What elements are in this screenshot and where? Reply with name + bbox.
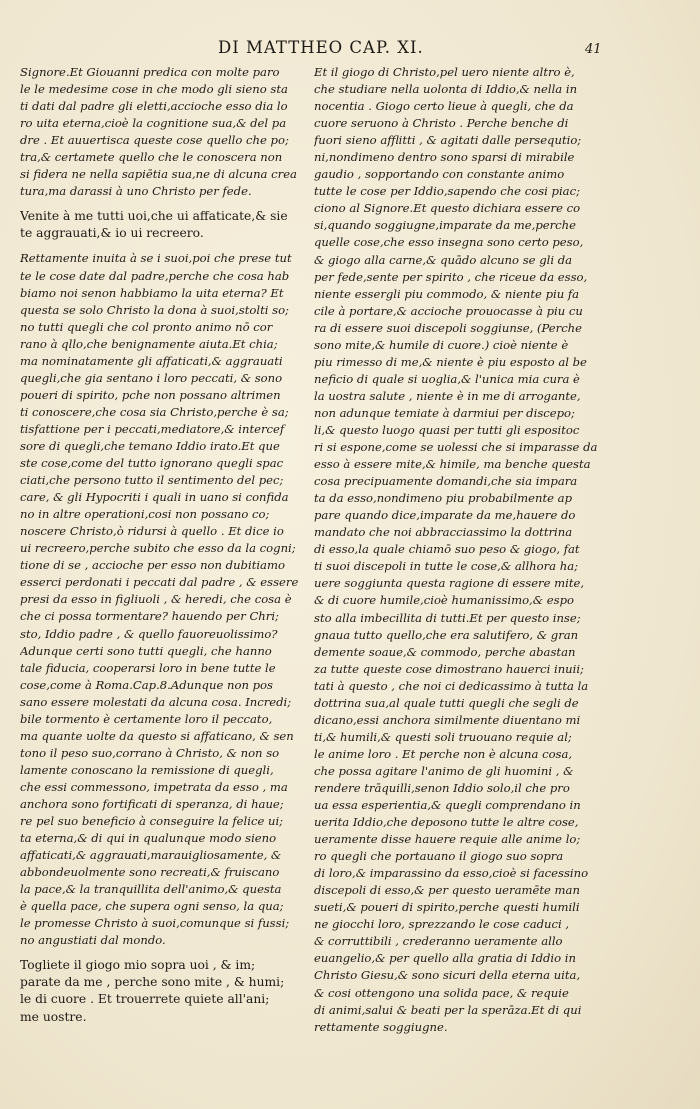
text-line: Christo Giesu,& sono sicuri della eterna uita, xyxy=(314,968,581,983)
text-line: bile tormento è certamente loro il peccato, xyxy=(20,711,273,726)
text-line: biamo noi senon habbiamo la uita eterna? Et xyxy=(20,285,284,300)
text-line: dottrina sua,al quale tutti quegli che segli de xyxy=(314,695,579,710)
text-line: si,quando soggiugne,imparate da me,perche xyxy=(314,218,576,233)
text-line: dicano,essi anchora similmente diuentano mi xyxy=(314,712,581,727)
text-line: questa se solo Christo la dona à suoi,stolti so; xyxy=(20,302,289,317)
text-line: abbondeuolmente sono recreati,& fruiscano xyxy=(20,865,280,880)
text-line: nocentia . Giogo certo lieue à quegli, che da xyxy=(314,99,574,114)
text-line: si fidera ne nella sapiētia sua,ne di alcuna crea xyxy=(20,167,297,182)
text-line: ne giocchi loro, sprezzando le cose caduci , xyxy=(314,917,570,932)
text-line: che possa agitare l'animo de gli huomini , & xyxy=(314,763,574,778)
text-line: ri si espone,come se uolessi che si imparasse da xyxy=(314,440,598,455)
text-line: tale fiducia, cooperarsi loro in bene tutte le xyxy=(20,660,276,675)
running-title: DI MATTHEO CAP. XI. xyxy=(218,38,424,57)
text-line: li,& questo luogo quasi per tutti gli espositoc xyxy=(314,422,580,437)
text-line: rendere trāquilli,senon Iddio solo,il che pro xyxy=(314,780,570,795)
text-line: euangelio,& per quello alla gratia di Iddio in xyxy=(314,951,576,966)
text-line: cose,come à Roma.Cap.8.Adunque non pos xyxy=(20,677,273,692)
text-line: cile à portare,& accioche prouocasse à piu cu xyxy=(314,303,583,318)
text-line: poueri di spirito, pche non possano altrimen xyxy=(20,387,281,402)
text-line: Signore.Et Giouanni predica con molte paro xyxy=(20,65,280,79)
text-line: care, & gli Hypocriti i quali in uano si confida xyxy=(20,490,289,505)
paragraph-gap xyxy=(20,242,304,250)
text-line: per fede,sente per spirito , che riceue da esso, xyxy=(314,269,588,284)
text-line: re pel suo beneficio à conseguire la felice ui; xyxy=(20,814,284,829)
text-line: te le cose date dal padre,perche che cosa hab xyxy=(20,268,290,283)
text-line: anchora sono fortificati di speranza, di haue; xyxy=(20,796,284,811)
text-line: cosa precipuamente domandi,che sia impara xyxy=(314,474,578,489)
text-line: ti dati dal padre gli eletti,accioche esso dia lo xyxy=(20,99,288,114)
text-line: tono il peso suo,corrano à Christo, & non so xyxy=(20,745,280,760)
text-line: za tutte queste cose dimostrano hauerci inuii; xyxy=(314,661,584,676)
text-line: tutte le cose per Iddio,sapendo che cosi piac; xyxy=(314,184,580,199)
text-line: ra di essere suoi discepoli soggiunse, (Perche xyxy=(314,320,583,335)
text-line: ro quegli che portauano il giogo suo sopra xyxy=(314,849,564,864)
text-line: ui recreero,perche subito che esso da la cogni; xyxy=(20,541,296,556)
scripture-verse-line: le di cuore . Et trouerrete quiete all'ani; xyxy=(20,992,270,1007)
text-line: la pace,& la tranquillita dell'animo,& questa xyxy=(20,882,282,897)
text-line: le le medesime cose in che modo gli sieno sta xyxy=(20,82,288,97)
text-line: ti conoscere,che cosa sia Christo,perche è sa; xyxy=(20,404,289,419)
text-line: ciono al Signore.Et questo dichiara essere co xyxy=(314,201,581,216)
scripture-verse-line: parate da me , perche sono mite , & humi; xyxy=(20,975,285,990)
text-line: esserci perdonati i peccati dal padre , & essere xyxy=(20,575,299,590)
text-line: sueti,& poueri di spirito,perche questi humili xyxy=(314,900,580,915)
text-line: & cosi ottengono una solida pace, & requie xyxy=(314,985,569,1000)
text-line: Adunque certi sono tutti quegli, che hanno xyxy=(20,643,272,658)
text-line: presi da esso in figliuoli , & heredi, che cosa è xyxy=(20,592,292,607)
text-line: che essi commessono, impetrata da esso , ma xyxy=(20,779,288,794)
text-line: fuori sieno afflitti , & agitati dalle persequtio; xyxy=(314,133,582,148)
text-line: ti suoi discepoli in tutte le cose,& allhora ha; xyxy=(314,559,579,574)
text-line: Et il giogo di Christo,pel uero niente altro è, xyxy=(314,65,575,79)
text-line: tati à questo , che noi ci dedicassimo à tutta la xyxy=(314,678,589,693)
scripture-verse-line: me uostre. xyxy=(20,1009,87,1024)
text-line: cuore seruono à Christo . Perche benche di xyxy=(314,116,569,131)
text-line: di loro,& imparassino da esso,cioè si facessino xyxy=(314,866,589,881)
text-line: & di cuore humile,cioè humanissimo,& espo xyxy=(314,593,574,608)
text-line: rano à qllo,che benignamente aiuta.Et chia; xyxy=(20,336,278,351)
text-line: ma nominatamente gli affaticati,& aggrauati xyxy=(20,353,283,368)
right-column xyxy=(314,64,646,1036)
text-line: le anime loro . Et perche non è alcuna cosa, xyxy=(314,746,573,761)
text-line: ta da esso,nondimeno piu probabilmente ap xyxy=(314,491,572,506)
text-line: quelle cose,che esso insegna sono certo peso, xyxy=(314,235,584,250)
text-line: ciati,che persono tutto il sentimento del pec; xyxy=(20,473,284,488)
text-line: Rettamente inuita à se i suoi,poi che prese tut xyxy=(20,251,292,266)
text-line: di animi,salui & beati per la sperāza.Et di qui xyxy=(314,1002,582,1017)
text-line: pare quando dice,imparate da me,hauere do xyxy=(314,508,576,523)
text-line: gnaua tutto quello,che era salutifero, & gran xyxy=(314,627,579,642)
text-line: la uostra salute , niente è in me di arrogante, xyxy=(314,388,581,403)
text-line: discepoli di esso,& per questo ueramēte man xyxy=(314,883,580,898)
text-line: tisfattione per i peccati,mediatore,& intercef xyxy=(20,421,285,436)
text-line: no in altre operationi,cosi non possano co; xyxy=(20,507,270,522)
text-line: ua essa esperientia,& quegli comprendano in xyxy=(314,798,581,813)
text-line: ueramente disse hauere requie alle anime lo; xyxy=(314,832,581,847)
text-line: rettamente soggiugne. xyxy=(314,1019,448,1034)
text-line: sano essere molestati da alcuna cosa. Incredi; xyxy=(20,694,292,709)
text-line: uere soggiunta questa ragione di essere mite, xyxy=(314,576,585,591)
text-line: gaudio , sopportando con constante animo xyxy=(314,167,565,182)
text-line: affaticati,& aggrauati,marauigliosamente, & xyxy=(20,848,282,863)
text-line: dre . Et auuertisca queste cose quello che po; xyxy=(20,133,289,148)
text-line: ni,nondimeno dentro sono sparsi di mirabile xyxy=(314,150,575,165)
text-line: tione di se , accioche per esso non dubitiamo xyxy=(20,558,285,573)
text-line: mandato che noi abbracciassimo la dottrina xyxy=(314,525,573,540)
text-line: ta eterna,& di qui in qualunque modo sieno xyxy=(20,831,277,846)
page-header xyxy=(0,38,700,62)
text-line: sto, Iddio padre , & quello fauoreuolissimo? xyxy=(20,626,278,641)
text-line: sto alla imbecillita di tutti.Et per questo inse; xyxy=(314,610,581,625)
text-line: piu rimesso di me,& niente è piu esposto al be xyxy=(314,354,587,369)
text-line: non adunque temiate à darmiui per discepo; xyxy=(314,405,575,420)
text-line: uerita Iddio,che deposono tutte le altre cose, xyxy=(314,815,579,830)
scripture-verse-line: Togliete il giogo mio sopra uoi , & im; xyxy=(20,958,256,973)
text-line: le promesse Christo à suoi,comunque si fussi; xyxy=(20,916,290,931)
scripture-verse-line: Venite à me tutti uoi,che ui affaticate,& sie xyxy=(20,209,288,224)
page-number: 41 xyxy=(585,42,602,57)
text-line: no tutti quegli che col pronto animo nō cor xyxy=(20,319,273,334)
text-line: noscere Christo,ò ridursi à quello . Et dice io xyxy=(20,524,284,539)
text-line: ti,& humili,& questi soli truouano requie al; xyxy=(314,729,572,744)
text-line: sono mite,& humile di cuore.) cioè niente è xyxy=(314,337,569,352)
scripture-verse-line: te aggrauati,& io ui recreero. xyxy=(20,226,204,241)
text-line: che ci possa tormentare? hauendo per Chri; xyxy=(20,609,279,624)
text-line: quegli,che gia sentano i loro peccati, & sono xyxy=(20,370,283,385)
text-line: & giogo alla carne,& quādo alcuno se gli da xyxy=(314,252,573,267)
text-line: è quella pace, che supera ogni senso, la qua; xyxy=(20,899,284,914)
text-line: esso à essere mite,& himile, ma benche questa xyxy=(314,457,591,472)
left-column xyxy=(20,64,304,1026)
paragraph-gap xyxy=(20,200,304,208)
text-line: ro uita eterna,cioè la cognitione sua,& del pa xyxy=(20,116,287,131)
text-line: & corruttibili , crederanno ueramente allo xyxy=(314,934,563,949)
text-line: di esso,la quale chiamō suo peso & giogo, fat xyxy=(314,542,580,557)
text-line: che studiare nella uolonta di Iddio,& nella in xyxy=(314,82,578,97)
text-line: demente soaue,& commodo, perche abastan xyxy=(314,644,576,659)
text-line: niente essergli piu commodo, & niente piu fa xyxy=(314,286,580,301)
text-line: lamente conoscano la remissione di quegli, xyxy=(20,762,274,777)
text-line: no angustiati dal mondo. xyxy=(20,933,166,948)
paragraph-gap xyxy=(20,949,304,957)
text-line: tura,ma darassi à uno Christo per fede. xyxy=(20,184,252,199)
text-line: ma quante uolte da questo si affaticano, & sen xyxy=(20,728,294,743)
text-line: tra,& certamete quello che le conoscera non xyxy=(20,150,283,165)
text-line: neficio di quale si uoglia,& l'unica mia cura è xyxy=(314,371,580,386)
text-line: sore di quegli,che temano Iddio irato.Et que xyxy=(20,438,280,453)
text-line: ste cose,come del tutto ignorano quegli spac xyxy=(20,456,284,471)
